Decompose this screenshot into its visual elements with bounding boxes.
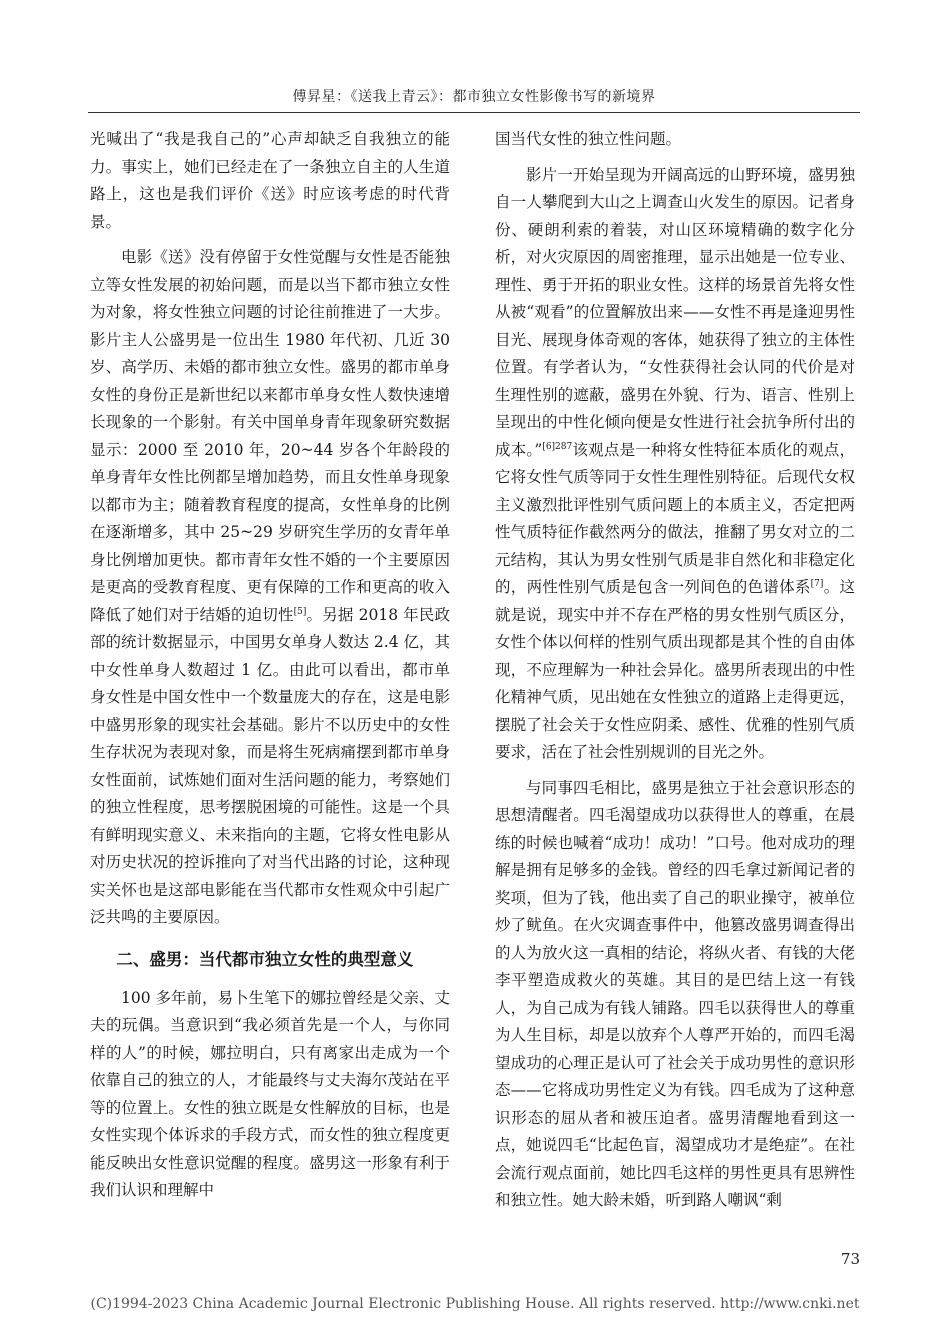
right-paragraph-2-tail: 。这就是说，现实中并不存在严格的男女性别气质区分，女性个体以何样的性别气质出现都是其个性的自由体现，不应理解为一种社会异化。盛男所表现出的中性化精神气质，见出她在女性独立的道路上走得更远，摆脱了社会关于女性应阴柔、感性、优雅的性别气质要求，活在了社会性别规训的目光之外。 (495, 578, 855, 761)
left-paragraph-1: 光喊出了“我是我自己的”心声却缺乏自我独立的能力。事实上，她们已经走在了一条独立自主的人生道路上，这也是我们评价《送》时应该考虑的时代背景。 (90, 130, 450, 231)
right-paragraph-2-text: 影片一开始呈现为开阔高远的山野环境，盛男独自一人攀爬到大山之上调查山火发生的原因。记者身份、硬朗利索的着装，对山区环境精确的数字化分析，对火灾原因的周密推理，显示出她是一位专业、理性、勇于开拓的职业女性。这样的场景首先将女性从被“观看”的位置解放出来——女性不再是逢迎男性目光、展现身体奇观的客体，她获得了独立的主体性位置。有学者认为，“女性获得社会认同的代价是对生理性别的遮蔽，盛男在外貌、行为、语言、性别上呈现出的中性化倾向便是女性进行社会抗争所付出的成本。” (495, 165, 855, 459)
left-paragraph-2-tail: 。另据 2018 年民政部的统计数据显示，中国男女单身人数达 2.4 亿，其中女性单身人数超过 1 亿。由此可以看出，都市单身女性是中国女性中一个数量庞大的存在，这是电影中盛男形象的现实社会基础。影片不以历史中的女性生存状况为表现对象，而是将生死病痛摆到都市单身女性面前，试炼她们面对生活问题的能力，考察她们的独立性程度，思考摆脱困境的可能性。这是一个具有鲜明现实意义、未来指向的主题，它将女性电影从对历史状况的控诉推向了对当代出路的讨论，这种现实关怀也是这部电影能在当代都市女性观众中引起广泛共鸣的主要原因。 (90, 605, 451, 926)
left-paragraph-2 (90, 244, 450, 932)
citation-6[interactable]: [6]287 (542, 441, 573, 452)
left-paragraph-3: 100 多年前，易卜生笔下的娜拉曾经是父亲、丈夫的玩偶。当意识到“我必须首先是一个人，与你同样的人”的时候，娜拉明白，只有离家出走成为一个依靠自己的独立的人，才能最终与丈夫海尔茂站在平等的位置上。女性的独立既是女性解放的目标，也是女性实现个体诉求的手段方式，而女性的独立程度更能反映出女性意识觉醒的程度。盛男这一形象有利于我们认识和理解中 (90, 988, 451, 1199)
right-paragraph-3: 与同事四毛相比，盛男是独立于社会意识形态的思想清醒者。四毛渴望成功以获得世人的尊重，在晨练的时候也喊着“成功！成功！”口号。他对成功的理解是拥有足够多的金钱。曾经的四毛拿过新闻记者的奖项，但为了钱，他出卖了自己的职业操守，被单位炒了鱿鱼。在火灾调查事件中，他篡改盛男调查得出的人为放火这一真相的结论，将纵火者、有钱的大佬李平塑造成救火的英雄。其目的是巴结上这一有钱人，为自己成为有钱人铺路。四毛以获得世人的尊重为人生目标，却是以放弃个人尊严开始的，而四毛渴望成功的心理正是认可了社会关于成功男性的意识形态——它将成功男性定义为有钱。四毛成为了这种意识形态的屈从者和被压迫者。盛男清醒地看到这一点，她说四毛“比起色盲，渴望成功才是绝症”。在社会流行观点面前，她比四毛这样的男性更具有思辨性和独立性。她大龄未婚，听到路人嘲讽“剩 (495, 778, 855, 1209)
right-paragraph-2 (495, 162, 855, 767)
section-heading: 二、盛男：当代都市独立女性的典型意义 (116, 949, 414, 969)
right-column (495, 126, 855, 1215)
page-number: 73 (840, 1250, 860, 1268)
copyright-footer: (C)1994-2023 China Academic Journal Electronic Publishing House. All rights reserved. http://www.cnki.net (90, 1296, 860, 1312)
citation-7[interactable]: [7] (810, 578, 824, 589)
left-paragraph-2-text: 电影《送》没有停留于女性觉醒与女性是否能独立等女性发展的初始问题，而是以当下都市独立女性为对象，将女性独立问题的讨论往前推进了一大步。影片主人公盛男是一位出生 1980 年代初、几近 30 岁、高学历、未婚的都市独立女性。盛男的都市单身女性的身份正是新世纪以来都市单身女性人数快速增长现象的一个影射。有关中国单身青年现象研究数据显示：2000 至 2010 年，20~44 岁各个年龄段的单身青年女性比例都呈增加趋势，而且女性单身现象以都市为主；随着教育程度的提高，女性单身的比例在逐渐增多，其中 25~29 岁研究生学历的女青年单身比例增加更快。都市青年女性不婚的一个主要原因是更高的受教育程度、更有保障的工作和更高的收入降低了她们对于结婚的迫切性 (90, 248, 450, 624)
citation-5[interactable]: [5] (293, 606, 307, 617)
right-paragraph-2-mid: 该观点是一种将女性特征本质化的观点，它将女性气质等同于女性生理性别特征。后现代女权主义激烈批评性别气质问题上的本质主义，否定把两性气质特征作截然两分的做法，推翻了男女对立的二元结构，其认为男女性别气质是非自然化和非稳定化的，两性性别气质是包含一列间色的色谱体系 (495, 440, 855, 596)
header-rule (88, 112, 860, 113)
left-column (90, 126, 450, 1205)
right-paragraph-1: 国当代女性的独立性问题。 (495, 130, 682, 148)
running-header: 傅昇星：《送我上青云》：都市独立女性影像书写的新境界 (292, 89, 656, 105)
